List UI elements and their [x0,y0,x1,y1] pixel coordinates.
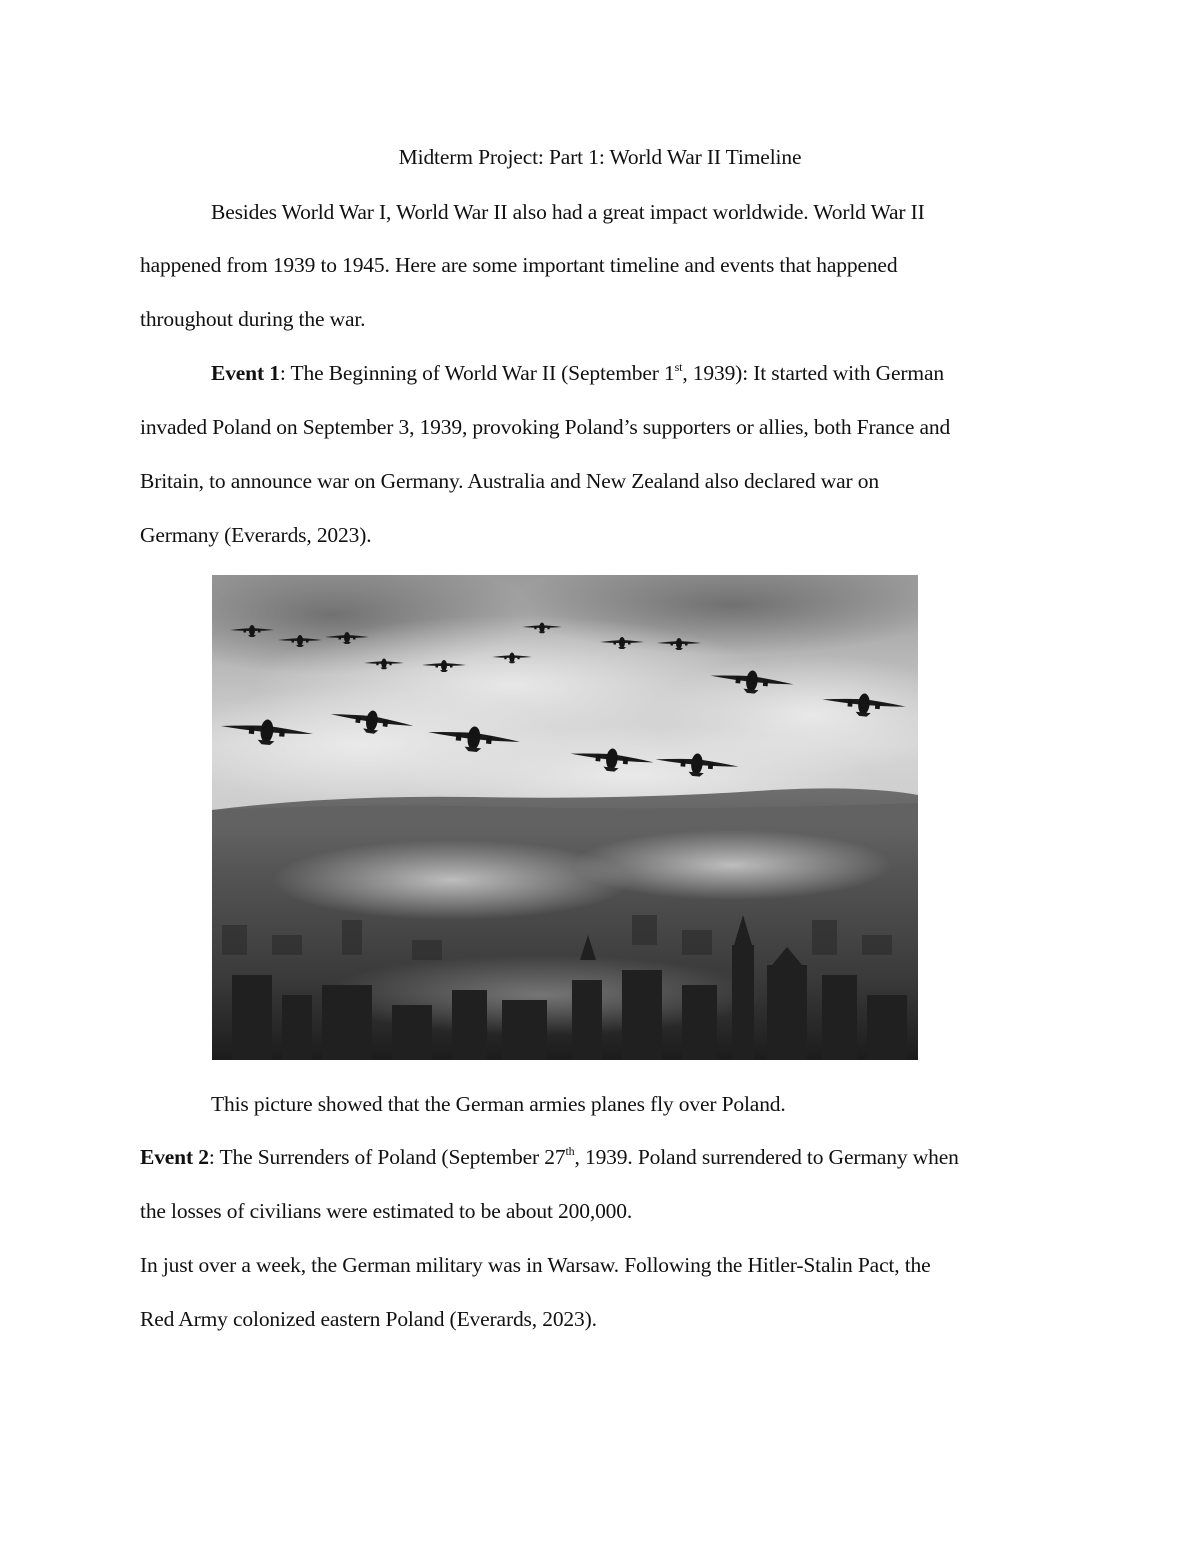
event2-line-4: Red Army colonized eastern Poland (Everards, 2023). [140,1307,597,1331]
event1-line-2: invaded Poland on September 3, 1939, provoking Poland’s supporters or allies, both France and [140,415,951,439]
event2-line-1 [140,1142,959,1172]
event2-label: Event 2 [140,1145,209,1169]
event2-text-b: , 1939. Poland surrendered to Germany when [574,1145,959,1169]
event1-text-a: : The Beginning of World War II (September 1 [279,361,675,385]
document-title: Midterm Project: Part 1: World War II Timeline [398,145,802,169]
event1-line-3: Britain, to announce war on Germany. Australia and New Zealand also declared war on [140,469,879,493]
intro-line-1: Besides World War I, World War II also had a great impact worldwide. World War II [211,200,925,224]
intro-line-3: throughout during the war. [140,307,366,331]
event1-line-4: Germany (Everards, 2023). [140,523,372,547]
event1-superscript: st [674,360,683,374]
intro-line-2: happened from 1939 to 1945. Here are some important timeline and events that happened [140,253,898,277]
event1-text-b: , 1939): It started with German [682,361,944,385]
event1-line-1 [211,358,944,388]
bomber-formation-photo [212,575,918,1060]
event1-label: Event 1 [211,361,280,385]
event2-line-2: the losses of civilians were estimated to be about 200,000. [140,1199,633,1223]
event2-line-3: In just over a week, the German military was in Warsaw. Following the Hitler-Stalin Pact, the [140,1253,931,1277]
figure-caption: This picture showed that the German armies planes fly over Poland. [211,1092,786,1116]
event2-superscript: th [565,1144,575,1158]
event2-text-a: : The Surrenders of Poland (September 27 [208,1145,566,1169]
